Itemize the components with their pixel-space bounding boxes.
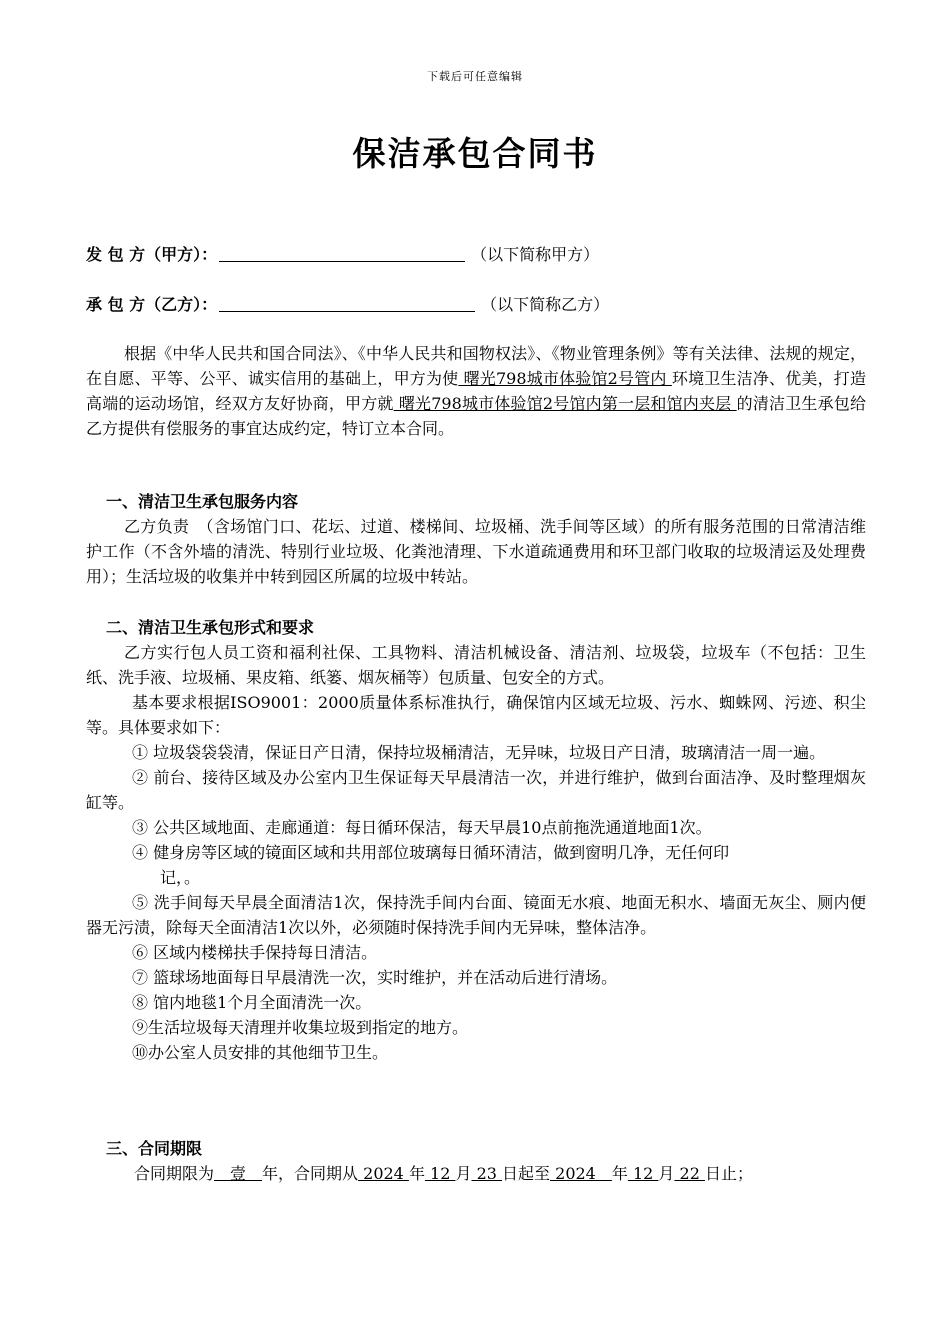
section-2-para-2: 基本要求根据ISO9001：2000质量体系标准执行，确保馆内区域无垃圾、污水、蜘蛛网、污迹、积尘等。具体要求如下： bbox=[86, 693, 866, 737]
term-text: 年 bbox=[408, 1164, 425, 1183]
term-text: 月 bbox=[658, 1164, 675, 1183]
end-month-field[interactable]: 12 bbox=[627, 1164, 659, 1183]
section-2 bbox=[86, 615, 866, 1065]
requirement-item: ③ 公共区域地面、走廊通道：每日循环保洁，每天早晨10点前拖洗通道地面1次。 bbox=[132, 818, 712, 837]
requirement-item: ⑤ 洗手间每天早晨全面清洁1次，保持洗手间内台面、镜面无水痕、地面无积水、墙面无灰尘、厕内便器无污渍，除每天全面清洁1次以外，必须随时保持洗手间内无异味，整体洁净。 bbox=[86, 893, 866, 937]
section-2-para-1: 乙方实行包人员工资和福利社保、工具物料、清洁机械设备、清洁剂、垃圾袋，垃圾车（不包括：卫生纸、洗手液、垃圾桶、果皮箱、纸篓、烟灰桶等）包质量、包安全的方式。 bbox=[86, 643, 866, 687]
requirement-item: ② 前台、接待区域及办公室内卫生保证每天早晨清洁一次，并进行维护，做到台面洁净、及时整理烟灰缸等。 bbox=[86, 768, 866, 812]
section-1 bbox=[86, 489, 866, 589]
term-text: 月 bbox=[455, 1164, 472, 1183]
requirement-item-continued: 记，。 bbox=[160, 868, 201, 887]
intro-text-2: 环境卫生洁净、优美，打造高端的运动场馆，经双方友好协商，甲方就 bbox=[86, 369, 866, 413]
start-day-field[interactable]: 23 bbox=[471, 1164, 503, 1183]
section-2-heading: 二、清洁卫生承包形式和要求 bbox=[106, 618, 315, 637]
party-a-blank[interactable] bbox=[219, 243, 465, 262]
section-3-heading: 三、合同期限 bbox=[106, 1139, 203, 1158]
intro-text-1: 根据《中华人民共和国合同法》、《中华人民共和国物权法》、《物业管理条例》等有关法律、法规的规定，在自愿、平等、公平、诚实信用的基础上，甲方为使 bbox=[86, 344, 866, 388]
requirement-item: ⑥ 区域内楼梯扶手保持每日清洁。 bbox=[132, 943, 378, 962]
intro-paragraph bbox=[86, 341, 866, 441]
section-3 bbox=[86, 1136, 866, 1161]
start-year-field[interactable]: 2024 bbox=[358, 1164, 409, 1183]
intro-text-3: 的清洁卫生承包给乙方提供有偿服务的事宜达成约定，特订立本合同。 bbox=[86, 394, 866, 438]
start-month-field[interactable]: 12 bbox=[424, 1164, 456, 1183]
party-b-blank[interactable] bbox=[219, 293, 475, 312]
document-title: 保洁承包合同书 bbox=[352, 134, 598, 173]
requirement-item: ④ 健身房等区域的镜面区域和共用部位玻璃每日循环清洁，做到窗明几净，无任何印 bbox=[132, 843, 730, 862]
party-a-suffix: （以下简称甲方） bbox=[471, 245, 600, 264]
section-1-heading: 一、清洁卫生承包服务内容 bbox=[106, 492, 299, 511]
term-text: 年 bbox=[611, 1164, 628, 1183]
requirement-item: ⑩办公室人员安排的其他细节卫生。 bbox=[132, 1043, 389, 1062]
requirement-item: ⑨生活垃圾每天清理并收集垃圾到指定的地方。 bbox=[132, 1018, 469, 1037]
party-a-label: 发 包 方（甲方）： bbox=[86, 245, 218, 264]
term-years-field[interactable]: 壹 bbox=[214, 1164, 263, 1183]
requirement-item: ⑦ 篮球场地面每日早晨清洗一次，实时维护，并在活动后进行清场。 bbox=[132, 968, 618, 987]
section-1-text: 乙方负责 （含场馆门口、花坛、过道、楼梯间、垃圾桶、洗手间等区域）的所有服务范围的日常清洁维护工作（不含外墙的清洗、特别行业垃圾、化粪池清理、下水道疏通费用和环卫部门收取的垃圾清运及处理费用）；生活垃圾的收集并中转到园区所属的垃圾中转站。 bbox=[86, 517, 866, 586]
requirement-item: ① 垃圾袋袋袋清，保证日产日清，保持垃圾桶清洁，无异味，垃圾日产日清，玻璃清洁一周一遍。 bbox=[132, 743, 826, 762]
term-text: 日起至 bbox=[502, 1164, 551, 1183]
term-text: 合同期限为 bbox=[134, 1164, 215, 1183]
party-b-line bbox=[86, 292, 609, 315]
term-text: 年，合同期从 bbox=[262, 1164, 359, 1183]
term-text: 日止； bbox=[704, 1164, 753, 1183]
party-b-suffix: （以下简称乙方） bbox=[481, 295, 610, 314]
intro-area: 曙光798城市体验馆2号馆内第一层和馆内夹层 bbox=[393, 394, 737, 413]
end-year-field[interactable]: 2024 bbox=[550, 1164, 612, 1183]
party-a-line bbox=[86, 242, 599, 265]
end-day-field[interactable]: 22 bbox=[674, 1164, 705, 1183]
header-note: 下载后可任意编辑 bbox=[427, 70, 523, 83]
requirement-item: ⑧ 馆内地毯1个月全面清洗一次。 bbox=[132, 993, 372, 1012]
intro-venue: 曙光798城市体验馆2号管内 bbox=[458, 369, 672, 388]
party-b-label: 承 包 方（乙方）： bbox=[86, 295, 218, 314]
contract-term-line bbox=[86, 1161, 876, 1186]
